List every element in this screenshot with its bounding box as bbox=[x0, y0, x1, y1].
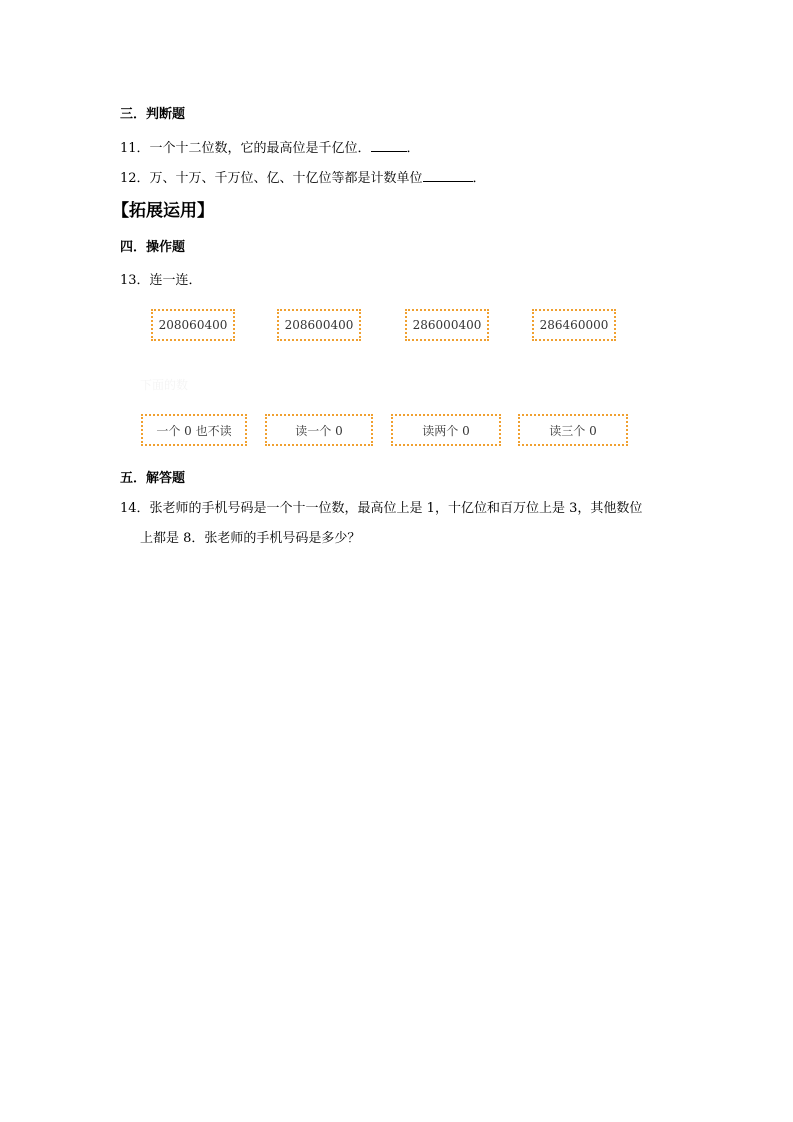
question-14-line-1: 14．张老师的手机号码是一个十一位数，最高位上是 1，十亿位和百万位上是 3，其他数位 bbox=[120, 501, 643, 516]
section3-heading: 三．判断题 bbox=[120, 107, 186, 122]
number-box-3[interactable]: 286000400 bbox=[405, 309, 489, 341]
question-12-end: ． bbox=[472, 171, 486, 186]
number-box-4[interactable]: 286460000 bbox=[532, 309, 616, 341]
question-13: 13．连一连． bbox=[120, 273, 202, 288]
number-box-1[interactable]: 208060400 bbox=[151, 309, 235, 341]
number-box-2[interactable]: 208600400 bbox=[277, 309, 361, 341]
question-12 bbox=[120, 168, 486, 188]
answer-blank-11[interactable] bbox=[371, 138, 407, 152]
question-11 bbox=[120, 138, 420, 158]
extension-heading: 【拓展运用】 bbox=[112, 201, 214, 221]
reading-box-4[interactable]: 读三个 0 bbox=[518, 414, 628, 446]
question-11-text: 11．一个十二位数，它的最高位是千亿位． bbox=[120, 141, 371, 156]
question-14-line-2: 上都是 8．张老师的手机号码是多少？ bbox=[140, 531, 361, 546]
reading-box-1[interactable]: 一个 0 也不读 bbox=[141, 414, 247, 446]
section4-heading: 四．操作题 bbox=[120, 240, 186, 255]
reading-box-2[interactable]: 读一个 0 bbox=[265, 414, 373, 446]
reading-box-3[interactable]: 读两个 0 bbox=[391, 414, 501, 446]
faint-caption: 下面的数 bbox=[140, 378, 189, 392]
question-11-end: ． bbox=[406, 141, 420, 156]
answer-blank-12[interactable] bbox=[423, 168, 473, 182]
question-12-text: 12．万、十万、千万位、亿、十亿位等都是计数单位 bbox=[120, 171, 423, 186]
section5-heading: 五．解答题 bbox=[120, 471, 186, 486]
